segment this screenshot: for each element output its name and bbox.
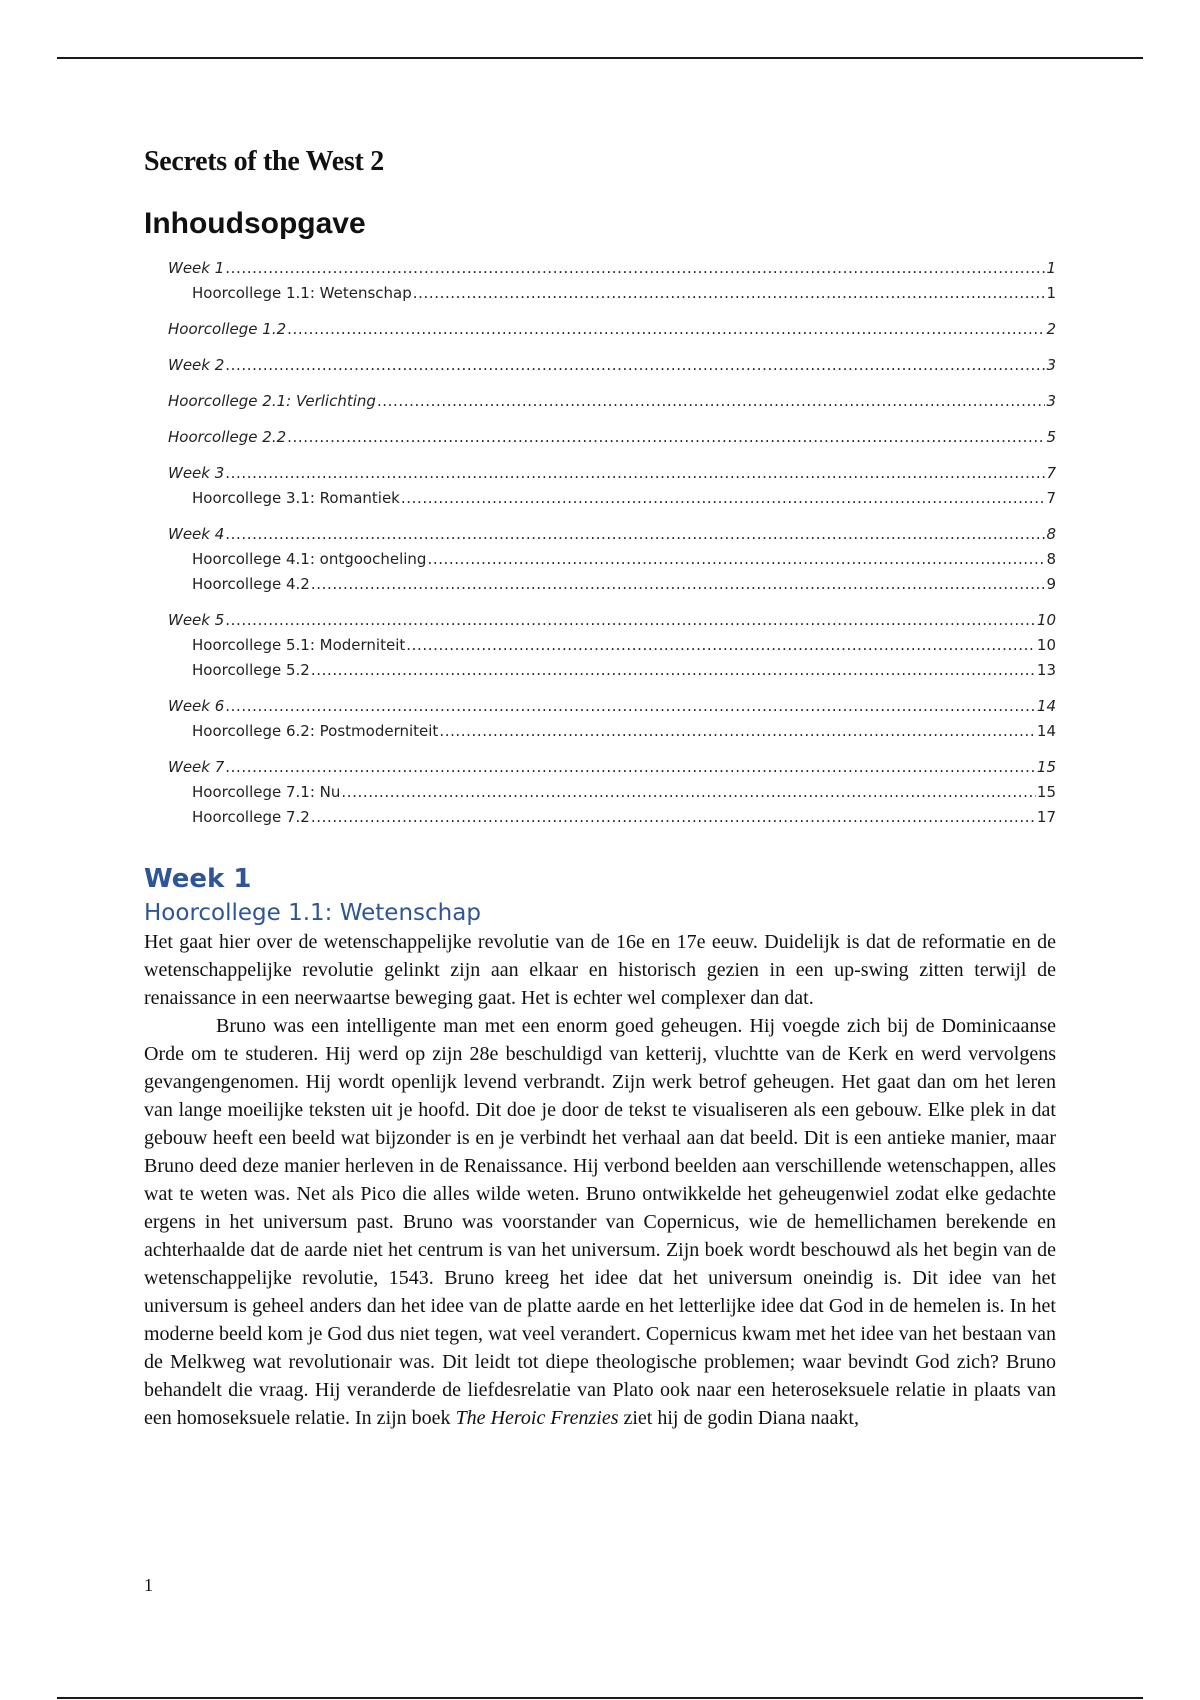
toc-dot-leader — [311, 572, 1046, 597]
toc-entry[interactable] — [144, 256, 1056, 281]
toc-entry[interactable] — [144, 780, 1056, 805]
toc-dot-leader — [377, 389, 1046, 414]
toc-entry-label: Hoorcollege 6.2: Postmoderniteit — [192, 722, 439, 740]
toc-dot-leader — [225, 608, 1036, 633]
toc-entry[interactable] — [144, 425, 1056, 450]
toc-entry[interactable] — [144, 281, 1056, 306]
toc-dot-leader — [225, 694, 1036, 719]
book-title: The Heroic Frenzies — [455, 1407, 619, 1429]
toc-entry-label: Hoorcollege 2.1: Verlichting — [168, 392, 376, 410]
toc-dot-leader — [439, 719, 1036, 744]
toc-entry[interactable] — [144, 658, 1056, 683]
toc-entry-label: Hoorcollege 4.2 — [192, 575, 310, 593]
toc-entry-label: Hoorcollege 4.1: ontgoocheling — [192, 550, 427, 568]
toc-dot-leader — [311, 658, 1036, 683]
toc-entry[interactable] — [144, 461, 1056, 486]
toc-entry-label: Week 7 — [168, 758, 225, 776]
toc-entry-page: 3 — [1046, 392, 1056, 410]
toc-heading: Inhoudsopgave — [144, 207, 366, 240]
toc-entry-label: Hoorcollege 1.2 — [168, 320, 287, 338]
toc-dot-leader — [225, 461, 1045, 486]
toc-entry-page: 2 — [1046, 320, 1056, 338]
toc-entry-label: Week 5 — [168, 611, 225, 629]
toc-entry[interactable] — [144, 547, 1056, 572]
document-page — [144, 140, 1056, 1432]
toc-entry-page: 13 — [1036, 661, 1056, 679]
toc-entry-page: 14 — [1036, 722, 1056, 740]
toc-entry[interactable] — [144, 353, 1056, 378]
toc-dot-leader — [225, 256, 1045, 281]
paragraph-text: Bruno was een intelligente man met een enorm goed geheugen. Hij voegde zich bij de Dominicaanse Orde om te studeren. Hij werd op zijn 28e beschuldigd van ketterij, vluchtte van de Kerk en werd vervolgens gevangengenomen. Hij wordt openlijk levend verbrandt. Zijn werk betrof geheugen. Het gaat dan om het leren van lange moeilijke teksten uit je hoofd. Dit doe je door de tekst te visualiseren als een gebouw. Elke plek in dat gebouw heeft een beeld wat bijzonder is en je verbindt het verhaal aan dat beeld. Dit is een antieke manier, maar Bruno deed deze manier herleven in de Renaissance. Hij verbond beelden aan verschillende wetenschappen, alles wat te weten was. Net als Pico die alles wilde weten. Bruno ontwikkelde het geheugenwiel zodat elke gedachte ergens in het universum past. Bruno was voorstander van Copernicus, wie de hemellichamen berekende en achterhaalde dat de aarde niet het centrum is van het universum. Zijn boek wordt beschouwd als het begin van de wetenschappelijke revolutie, 1543. Bruno kreeg het idee dat het universum oneindig is. Dit idee van het universum is geheel anders dan het idee van de platte aarde en het letterlijke idee dat God in de hemelen is. In het moderne beeld kom je God dus niet tegen, wat veel verandert. Copernicus kwam met het idee van het bestaan van de Melkweg wat revolutionair was. Dit leidt tot diepe theologische problemen; waar bevindt God zich? Bruno behandelt die vraag. Hij veranderde de liefdesrelatie van Plato ook naar een heteroseksuele relatie in plaats van een homoseksuele relatie. In zijn boek — [144, 1015, 1056, 1429]
toc-dot-leader — [225, 755, 1036, 780]
top-rule — [57, 57, 1143, 59]
toc-dot-leader — [401, 486, 1046, 511]
toc-entry-page: 9 — [1046, 575, 1056, 593]
toc-entry-page: 1 — [1046, 284, 1056, 302]
section-heading-week: Week 1 — [144, 864, 252, 894]
toc-entry-page: 8 — [1046, 550, 1056, 568]
toc-dot-leader — [225, 353, 1045, 378]
toc-entry-label: Hoorcollege 2.2 — [168, 428, 287, 446]
toc-entry[interactable] — [144, 572, 1056, 597]
toc-entry-label: Week 1 — [168, 259, 225, 277]
toc-entry-label: Week 4 — [168, 525, 225, 543]
toc-entry-page: 15 — [1036, 783, 1056, 801]
table-of-contents — [144, 256, 1056, 830]
toc-entry[interactable] — [144, 317, 1056, 342]
toc-dot-leader — [413, 281, 1046, 306]
toc-entry-label: Hoorcollege 7.2 — [192, 808, 310, 826]
toc-dot-leader — [287, 425, 1045, 450]
toc-entry-label: Hoorcollege 1.1: Wetenschap — [192, 284, 412, 302]
toc-entry[interactable] — [144, 755, 1056, 780]
toc-entry-page: 7 — [1046, 464, 1056, 482]
toc-entry-page: 1 — [1046, 259, 1056, 277]
toc-entry-page: 15 — [1036, 758, 1056, 776]
toc-entry[interactable] — [144, 805, 1056, 830]
toc-entry[interactable] — [144, 719, 1056, 744]
toc-dot-leader — [341, 780, 1036, 805]
body-paragraph — [144, 1012, 1056, 1432]
toc-entry-label: Week 2 — [168, 356, 225, 374]
toc-dot-leader — [427, 547, 1045, 572]
toc-entry-label: Hoorcollege 5.2 — [192, 661, 310, 679]
toc-entry-page: 14 — [1036, 697, 1056, 715]
toc-entry[interactable] — [144, 633, 1056, 658]
toc-entry[interactable] — [144, 389, 1056, 414]
toc-entry-label: Hoorcollege 7.1: Nu — [192, 783, 341, 801]
toc-entry-label: Week 6 — [168, 697, 225, 715]
toc-entry[interactable] — [144, 522, 1056, 547]
toc-entry-label: Hoorcollege 3.1: Romantiek — [192, 489, 400, 507]
toc-dot-leader — [287, 317, 1045, 342]
toc-entry-page: 7 — [1046, 489, 1056, 507]
toc-entry[interactable] — [144, 486, 1056, 511]
toc-dot-leader — [225, 522, 1045, 547]
toc-dot-leader — [406, 633, 1036, 658]
toc-entry-page: 3 — [1046, 356, 1056, 374]
toc-dot-leader — [311, 805, 1036, 830]
toc-entry[interactable] — [144, 694, 1056, 719]
toc-entry-label: Hoorcollege 5.1: Moderniteit — [192, 636, 406, 654]
toc-entry-page: 10 — [1036, 611, 1056, 629]
toc-entry-label: Week 3 — [168, 464, 225, 482]
toc-entry-page: 10 — [1036, 636, 1056, 654]
page-number: 1 — [144, 1575, 153, 1595]
toc-entry-page: 17 — [1036, 808, 1056, 826]
toc-entry-page: 5 — [1046, 428, 1056, 446]
bottom-rule — [57, 1697, 1143, 1699]
toc-entry-page: 8 — [1046, 525, 1056, 543]
paragraph-text: ziet hij de godin Diana naakt, — [618, 1407, 859, 1429]
body-paragraph: Het gaat hier over de wetenschappelijke revolutie van de 16e en 17e eeuw. Duidelijk is dat de reformatie en de wetenschappelijke revolutie gelinkt zijn aan elkaar en historisch gezien in een up-swing zitten terwijl de renaissance in een neerwaartse beweging gaat. Het is echter wel complexer dan dat. — [144, 931, 1056, 1009]
section-heading-college: Hoorcollege 1.1: Wetenschap — [144, 900, 481, 926]
toc-entry[interactable] — [144, 608, 1056, 633]
document-title: Secrets of the West 2 — [144, 146, 384, 177]
